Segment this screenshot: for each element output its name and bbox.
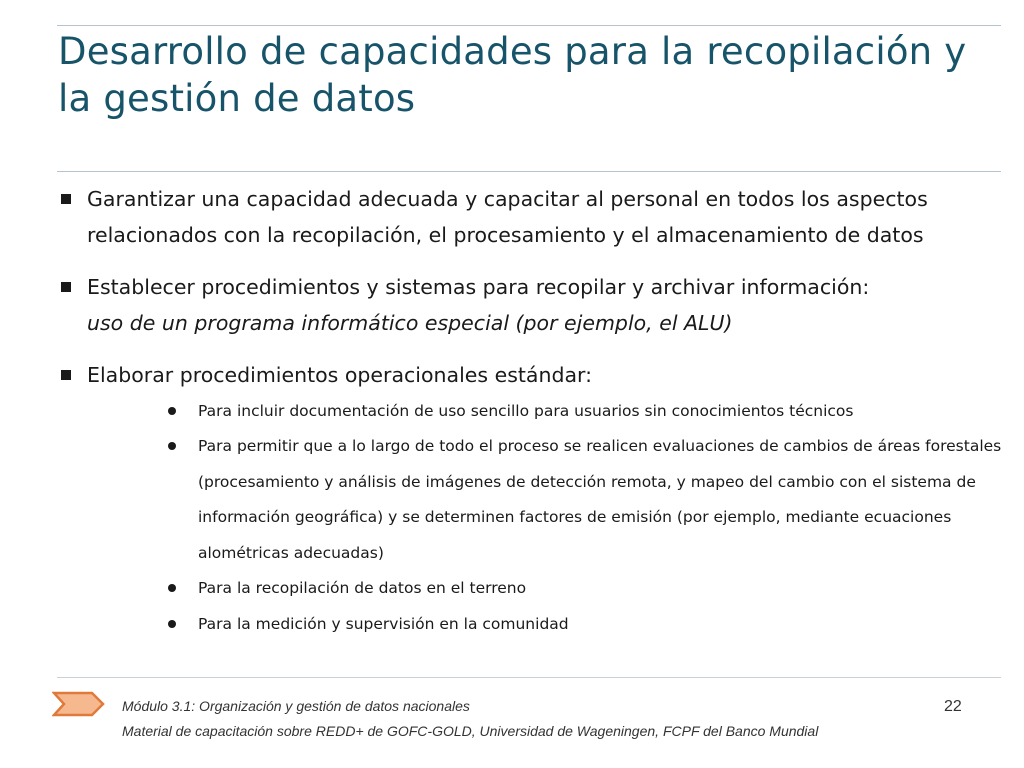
sub-bullet-text: Para la medición y supervisión en la comunidad xyxy=(198,614,569,633)
round-bullet-icon xyxy=(168,620,176,628)
footer-source-label: Material de capacitación sobre REDD+ de GOFC-GOLD, Universidad de Wageningen, FCPF del Banco Mundial xyxy=(122,723,819,739)
chevron-arrow-icon xyxy=(52,691,106,717)
bullet-item xyxy=(58,182,1008,253)
footer-rule xyxy=(57,677,1001,678)
bullet-list xyxy=(58,182,1008,642)
sub-bullet-text: Para incluir documentación de uso sencillo para usuarios sin conocimientos técnicos xyxy=(198,401,854,420)
bullet-item xyxy=(58,358,1008,394)
sub-bullet-text: Para permitir que a lo largo de todo el proceso se realicen evaluaciones de cambios de áreas forestales (procesamiento y análisis de imágenes de detección remota, y mapeo del cambio con el sistema de información geográfica) y se determinen factores de emisión (por ejemplo, mediante ecuaciones alométricas adecuadas) xyxy=(198,437,1002,562)
bullet-text: Establecer procedimientos y sistemas para recopilar y archivar información: xyxy=(87,275,870,299)
bullet-text: Elaborar procedimientos operacionales estándar: xyxy=(87,363,593,387)
square-bullet-icon xyxy=(61,282,71,292)
title-divider xyxy=(57,171,1001,172)
sub-bullet-item xyxy=(168,571,1008,607)
sub-bullet-text: Para la recopilación de datos en el terreno xyxy=(198,579,527,597)
square-bullet-icon xyxy=(61,370,71,380)
round-bullet-icon xyxy=(168,584,176,592)
bullet-item xyxy=(58,270,1008,341)
sub-bullet-item xyxy=(168,607,1008,643)
sub-bullet-item xyxy=(168,429,1008,571)
square-bullet-icon xyxy=(61,194,71,204)
footer-module-label: Módulo 3.1: Organización y gestión de datos nacionales xyxy=(122,698,470,714)
top-rule xyxy=(57,25,1001,26)
round-bullet-icon xyxy=(168,442,176,450)
slide-title: Desarrollo de capacidades para la recopilación y la gestión de datos xyxy=(58,30,967,120)
page-number: 22 xyxy=(944,698,962,715)
bullet-text: Garantizar una capacidad adecuada y capacitar al personal en todos los aspectos relacionados con la recopilación, el procesamiento y el almacenamiento de datos xyxy=(87,187,928,247)
bullet-italic-text: uso de un programa informático especial (por ejemplo, el ALU) xyxy=(87,310,733,335)
round-bullet-icon xyxy=(168,407,176,415)
sub-bullet-item xyxy=(168,394,1008,430)
